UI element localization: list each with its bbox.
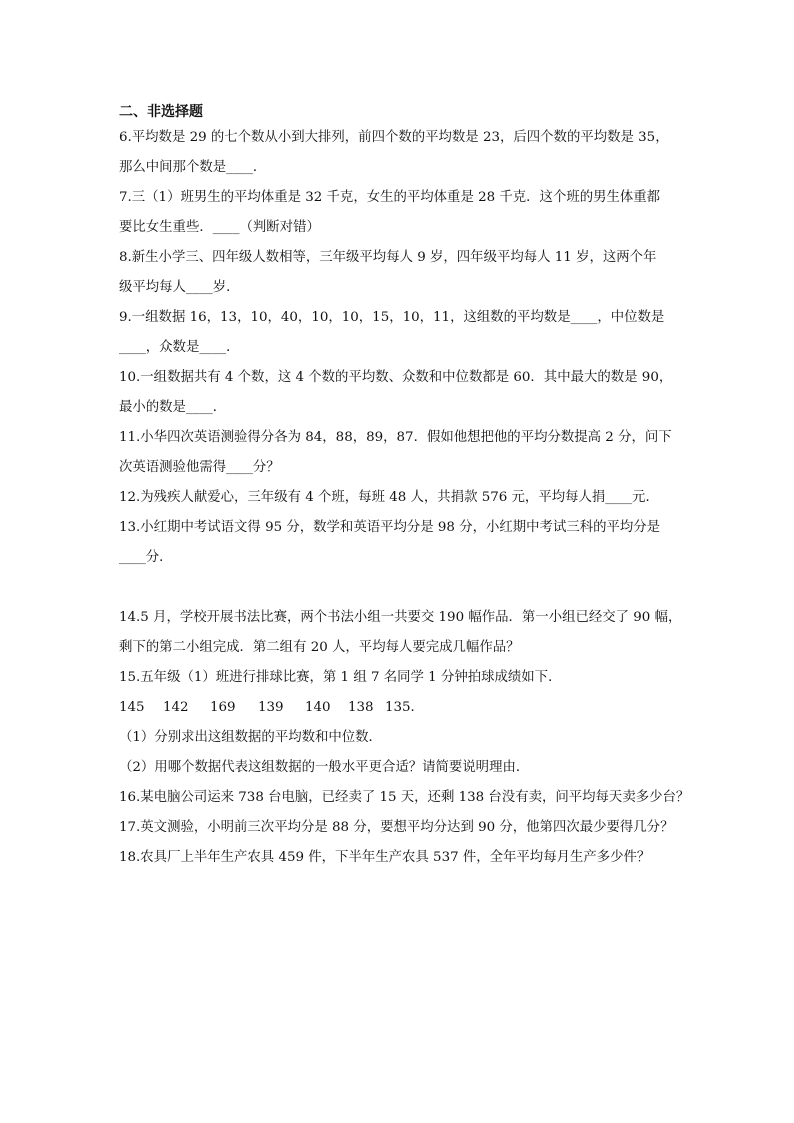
question-7-line-2: 要比女生重些．____（判断对错） [119,220,320,235]
question-10-line-1: 10.一组数据共有 4 个数，这 4 个数的平均数、众数和中位数都是 60．其中最大的数是 90， [119,370,673,385]
score-value: 138 [348,700,374,715]
question-7-line-1: 7.三（1）班男生的平均体重是 32 千克，女生的平均体重是 28 千克．这个班的男生体重都 [119,190,661,205]
question-13-line-1: 13.小红期中考试语文得 95 分，数学和英语平均分是 98 分，小红期中考试三科的平均分是 [119,520,661,535]
question-15-sub-1: （1）分别求出这组数据的平均数和中位数． [119,730,382,745]
score-value: 135． [385,700,424,715]
question-10-line-2: 最小的数是____． [119,400,227,415]
question-14-line-1: 14.5 月，学校开展书法比赛，两个书法小组一共要交 190 幅作品．第一小组已经交了 90 幅， [119,610,682,625]
question-8-line-2: 级平均每人____岁． [119,280,240,295]
spacer [119,573,679,603]
section-title: 二、非选择题 [119,104,203,120]
question-13-line-2: ____分． [119,550,173,565]
score-value: 139 [258,700,284,715]
question-9-line-1: 9.一组数据 16，13，10，40，10，10，15，10，11，这组数的平均数是____，中位数是 [119,310,665,325]
score-list [119,693,679,723]
question-8-line-1: 8.新生小学三、四年级人数相等，三年级平均每人 9 岁，四年级平均每人 11 岁，这两个年 [119,250,657,265]
question-15-sub-2: （2）用哪个数据代表这组数据的一般水平更合适？请简要说明理由． [119,760,530,775]
score-value: 145 [119,700,145,715]
question-12-line-1: 12.为残疾人献爱心，三年级有 4 个班，每班 48 人，共捐款 576 元，平均每人捐____元． [119,490,659,505]
question-15-line-1: 15.五年级（1）班进行排球比赛，第 1 组 7 名同学 1 分钟拍球成绩如下． [119,670,562,685]
question-6-line-1: 6.平均数是 29 的七个数从小到大排列，前四个数的平均数是 23，后四个数的平均数是 35， [119,130,669,145]
question-16-line-1: 16.某电脑公司运来 738 台电脑，已经卖了 15 天，还剩 138 台没有卖，问平均每天卖多少台？ [119,790,690,805]
question-9-line-2: ____，众数是____． [119,340,240,355]
question-14-line-2: 剩下的第二小组完成．第二组有 20 人，平均每人要完成几幅作品？ [119,640,520,655]
score-value: 140 [305,700,331,715]
score-value: 169 [210,700,236,715]
question-11-line-1: 11.小华四次英语测验得分各为 84，88，89，87．假如他想把他的平均分数提高 2 分，问下 [119,430,672,445]
question-6-line-2: 那么中间那个数是____． [119,160,267,175]
score-value: 142 [163,700,189,715]
question-content [119,101,690,873]
question-11-line-2: 次英语测验他需得____分？ [119,460,280,475]
question-17-line-1: 17.英文测验，小明前三次平均分是 88 分，要想平均分达到 90 分，他第四次最少要得几分？ [119,820,674,835]
question-18-line-1: 18.农具厂上半年生产农具 459 件，下半年生产农具 537 件，全年平均每月生产多少件？ [119,850,651,865]
